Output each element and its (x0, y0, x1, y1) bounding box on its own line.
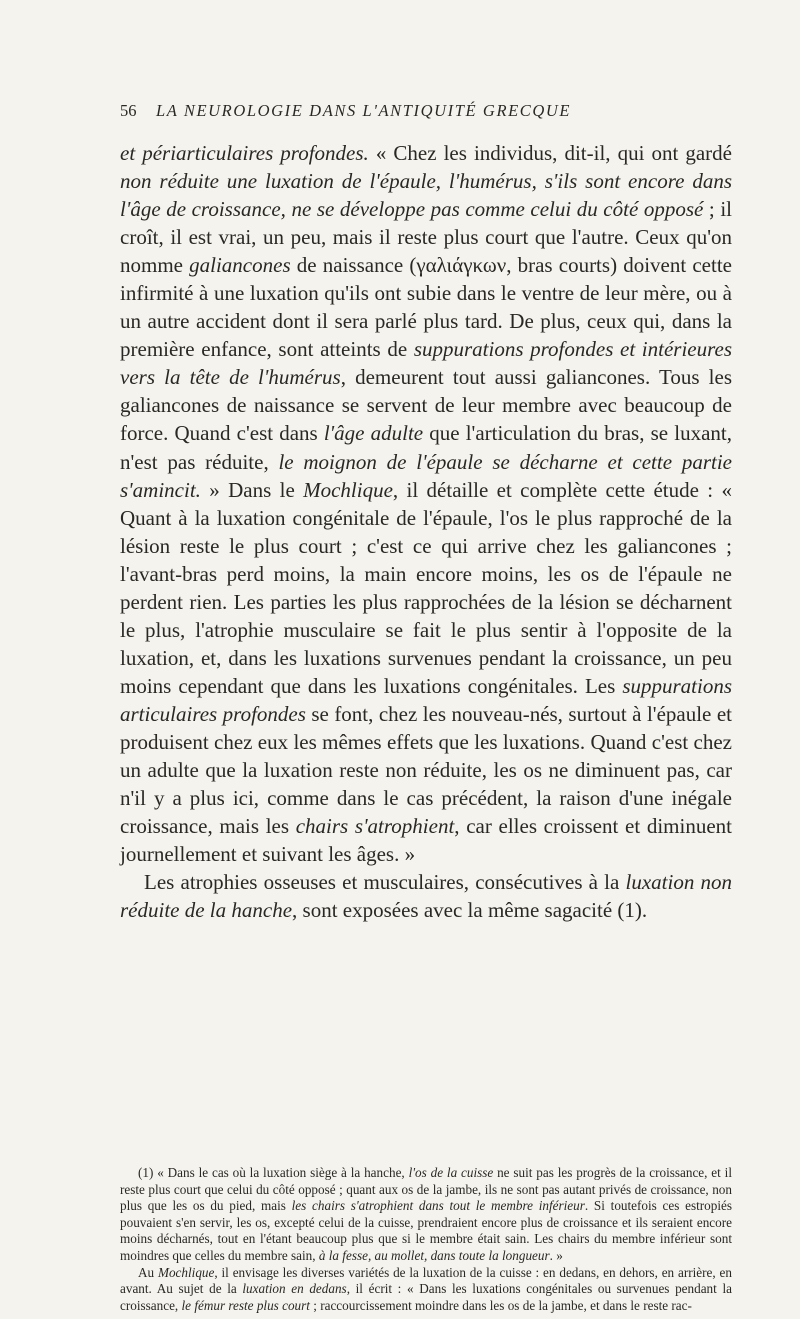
emphasis: Mochlique (303, 477, 393, 502)
text-run: « Chez les individus, dit-il, qui ont gardé (368, 141, 732, 165)
text-run: Au (138, 1264, 158, 1280)
text-run: , il envisage les diverses variétés de la luxation de la cuisse : en dedans, en dehors, en arrière, en avant. Au sujet de la (120, 1264, 732, 1297)
emphasis: suppurations profondes et intérieures vers la tête de l'humérus (120, 337, 733, 390)
footnotes (120, 1165, 732, 1314)
text-run: (1) « Dans le cas où la luxation siège à la hanche, (138, 1165, 409, 1180)
emphasis: non réduite une luxation de l'épaule, l'humérus, s'ils sont encore dans l'âge de croissance, ne se développe pas comme celui du côté opposé (120, 169, 732, 222)
text-run: , car elles croissent et diminuent journellement et suivant les âges. » (120, 814, 732, 867)
text-run: Les atrophies osseuses et musculaires, consécutives à la (144, 870, 626, 895)
page-number: 56 (120, 101, 137, 120)
text-run: ; raccourcissement moindre dans les os de la jambe, et dans le reste rac- (309, 1297, 692, 1313)
emphasis: luxation en dedans (242, 1281, 347, 1297)
text-run: , il écrit : « Dans les luxations congénitales ou survenues pendant la croissance, (120, 1281, 732, 1313)
text-run: de naissance (γαλιάγκων, bras courts) doivent cette infirmité à une luxation qu'ils ont subie dans le ventre de leur mère, ou à un autre accident dont il sera parlé plus tard. De plus, ceux qui, dans la première enfance, sont atteints de (120, 253, 732, 362)
main-text (120, 139, 732, 924)
emphasis: le fémur reste plus court (181, 1297, 310, 1313)
paragraph (120, 139, 732, 868)
text-run: , sont exposées avec la même sagacité (1). (292, 898, 648, 923)
emphasis: galiancones (189, 253, 291, 278)
emphasis: l'âge adulte (323, 421, 424, 446)
footnote (120, 1165, 732, 1265)
emphasis: l'os de la cuisse (408, 1165, 494, 1180)
emphasis: les chairs s'atrophient dans tout le membre inférieur (291, 1198, 585, 1214)
running-header (120, 101, 730, 127)
text-run: , il détaille et complète cette étude : « Quant à la luxation congénitale de l'épaule, l'os le plus rapproché de la lésion reste le plus court ; c'est ce qui arrive chez les galiancones ; l'avant-bras perd moins, la main encore moins, les os de l'épaule ne perdent rien. Les parties les plus rapprochées de la lésion se décharnent le plus, l'atrophie musculaire se fait le plus sentir à l'opposite de la luxation, et, dans les luxations survenues pendant la croissance, un peu moins cependant que dans les luxations congénitales. Les (120, 477, 732, 698)
text-run: » Dans le (200, 477, 304, 502)
emphasis: chairs s'atrophient (295, 814, 455, 839)
emphasis: Mochlique (157, 1264, 215, 1280)
emphasis: à la fesse, au mollet, dans toute la longueur (318, 1247, 550, 1263)
text-run: . Si toutefois ces estropiés pouvaient s'en servir, les os, excepté celui de la cuisse, prendraient encore plus de croissance et ils seraient encore moins décharnés, tout en l'étant beaucoup plus que si le membre était sain. Les chairs du membre inférieur sont moindres que celles du membre sain, (120, 1198, 732, 1263)
emphasis: suppurations articulaires profondes (120, 673, 732, 726)
text-run: se font, chez les nouveau-nés, surtout à l'épaule et produisent chez eux les mêmes effets que les luxations. Quand c'est chez un adulte que la luxation reste non réduite, les os ne diminuent pas, car n'il y a plus ici, comme dans le cas précédent, la raison d'une inégale croissance, mais les (120, 701, 732, 839)
footnote (120, 1265, 732, 1315)
text-run: , demeurent tout aussi galiancones. Tous les galiancones de naissance se servent de leur membre avec beaucoup de force. Quand c'est dans (120, 365, 732, 446)
emphasis: et périarticulaires profondes. (120, 141, 369, 165)
emphasis: le moignon de l'épaule se décharne et cette partie s'amincit. (120, 449, 732, 502)
text-run: ; il croît, il est vrai, un peu, mais il reste plus court que l'autre. Ceux qu'on nomme (120, 197, 732, 278)
running-title: LA NEUROLOGIE DANS L'ANTIQUITÉ GRECQUE (156, 101, 572, 120)
text-run: . » (549, 1247, 563, 1263)
text-run: que l'articulation du bras, se luxant, n'est pas réduite, (120, 421, 732, 474)
emphasis: luxation non réduite de la hanche (120, 870, 732, 923)
text-run: ne suit pas les progrès de la croissance, et il reste plus court que celui du côté opposé ; quant aux os de la jambe, ils ne sont pas autant privés de croissance, non plus que les os du pied, mais (120, 1165, 732, 1214)
paragraph (120, 868, 732, 924)
